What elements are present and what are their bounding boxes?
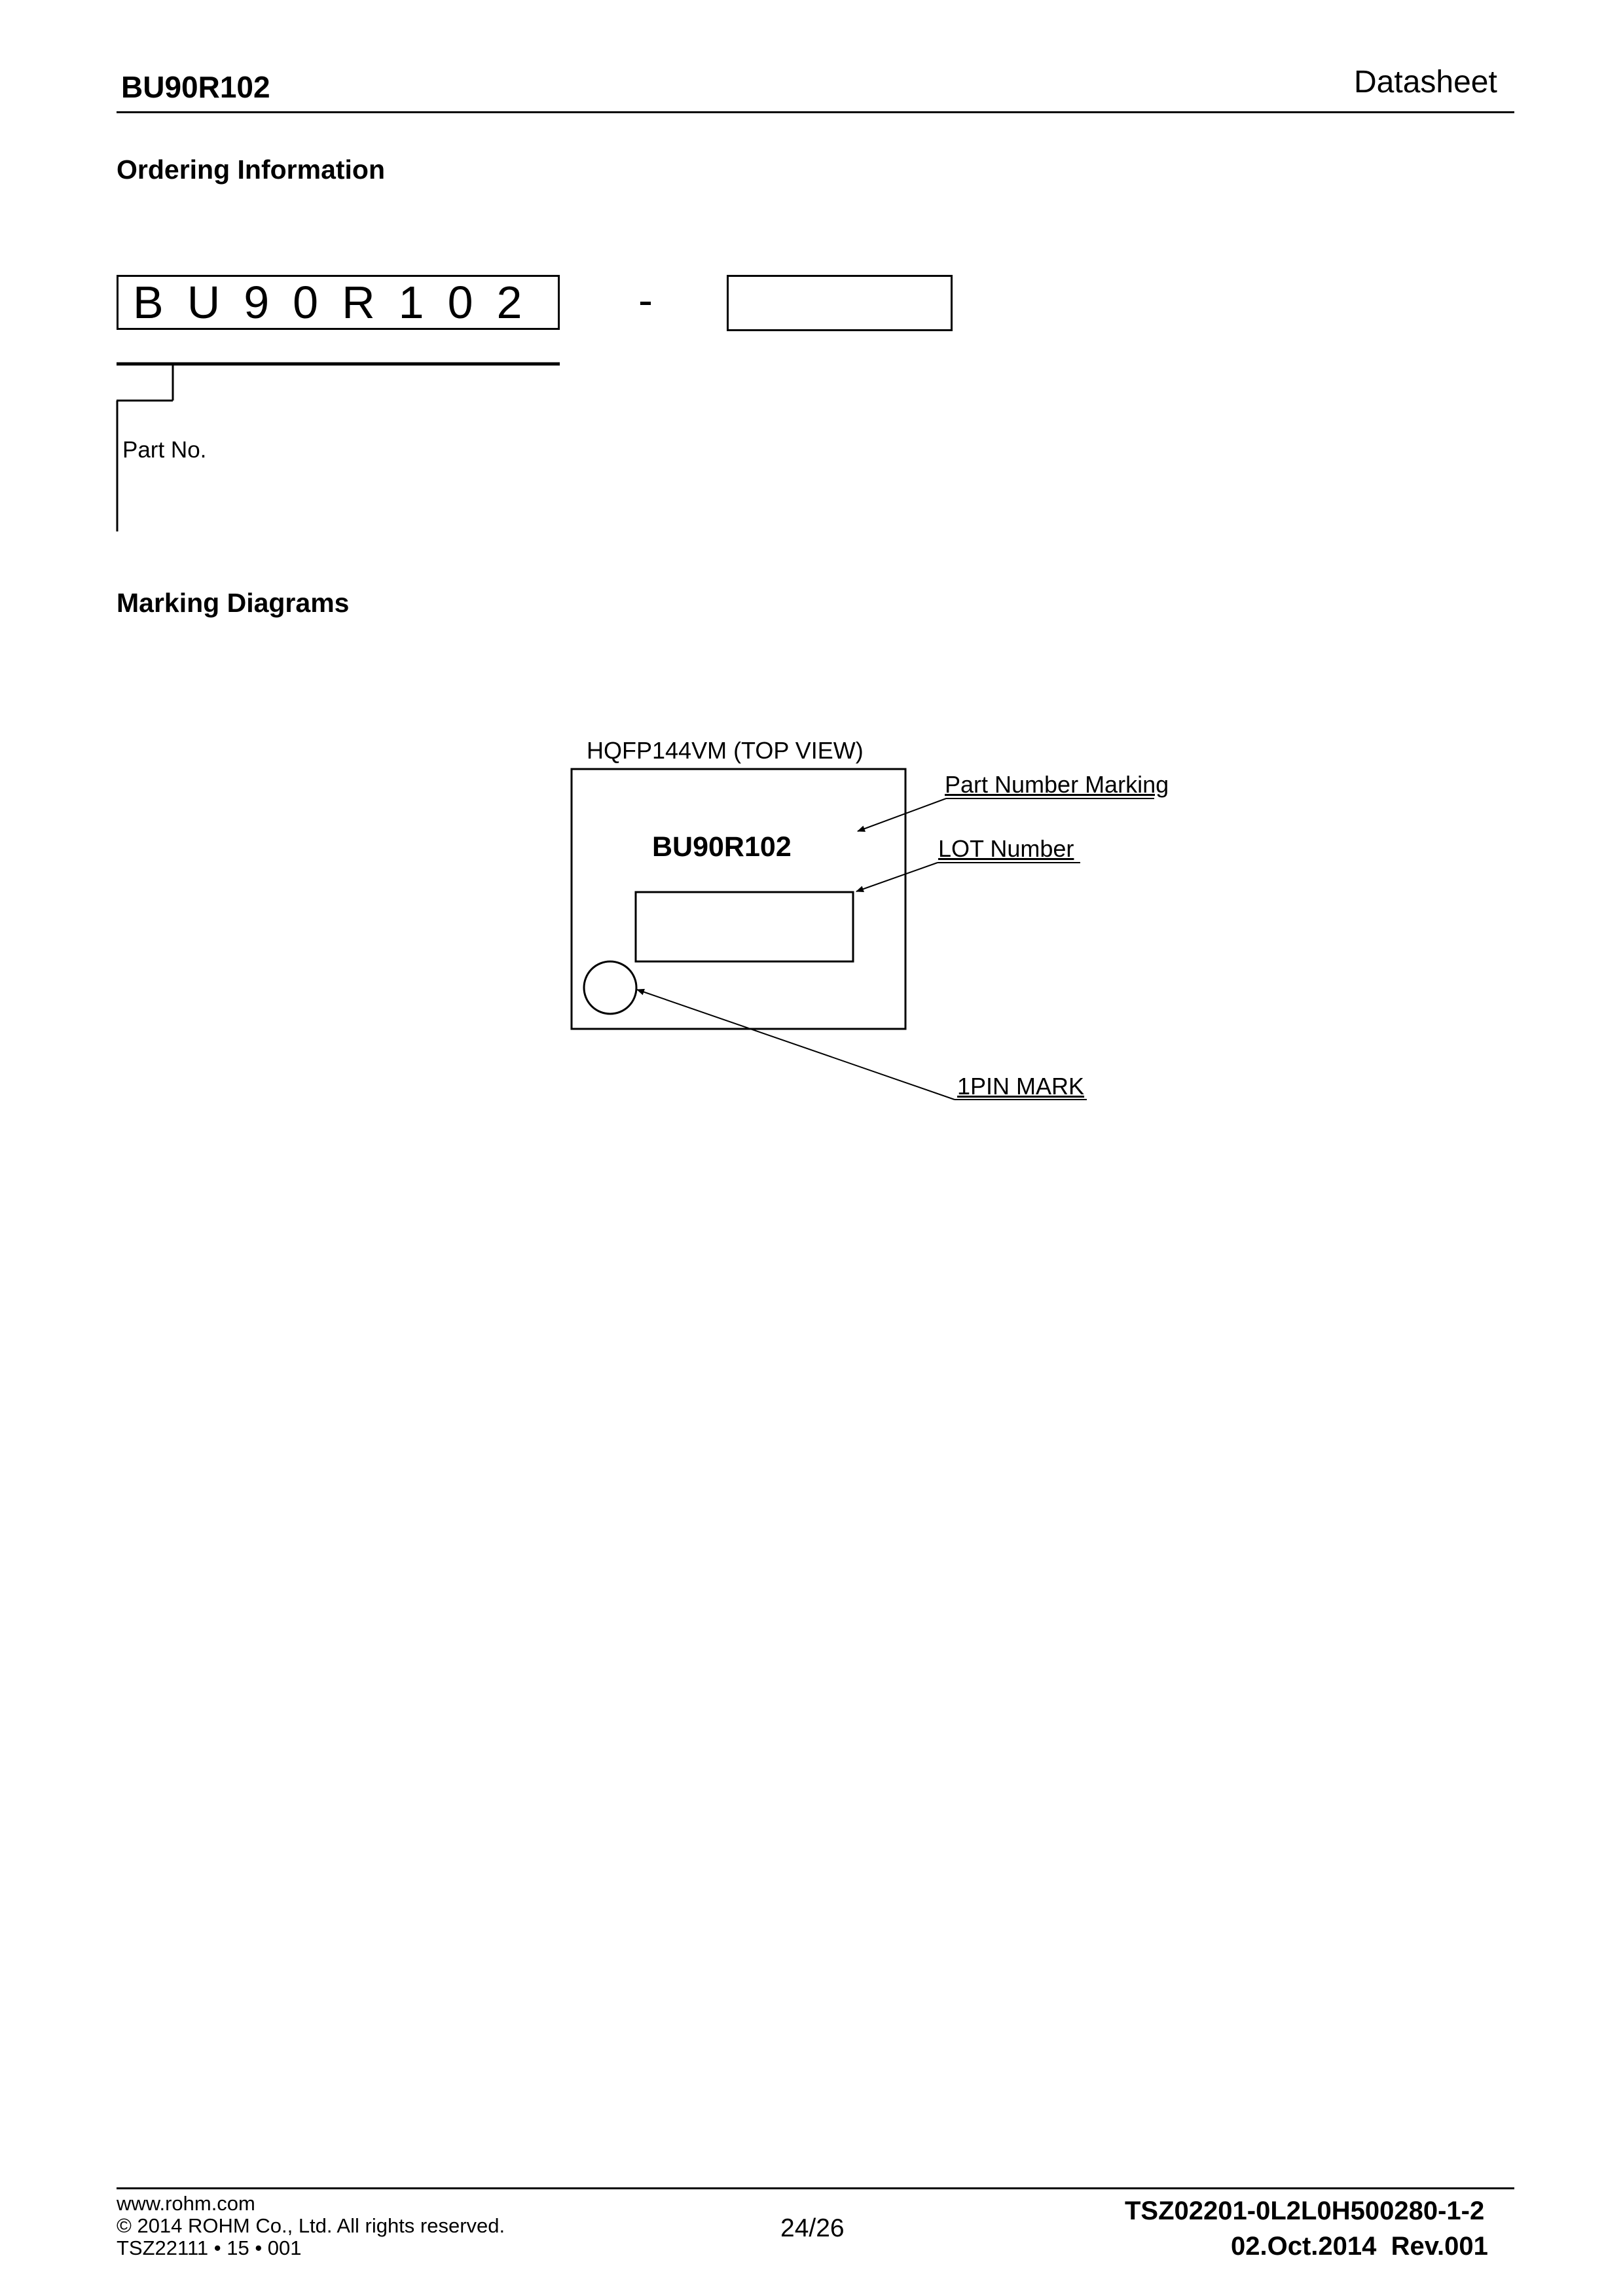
part-no-label: Part No. xyxy=(122,437,207,463)
part-code-box: BU90R102 xyxy=(117,275,560,330)
lot-number-arrow xyxy=(856,863,938,891)
footer-doc-number: TSZ02201-0L2L0H500280-1-2 xyxy=(1125,2197,1485,2225)
marking-diagram xyxy=(0,0,1244,1145)
package-title: HQFP144VM (TOP VIEW) xyxy=(587,737,864,764)
ordering-information-heading: Ordering Information xyxy=(117,154,385,185)
footer-rule xyxy=(117,2187,1514,2189)
footer-website: www.rohm.com xyxy=(117,2192,255,2215)
header-doc-type: Datasheet xyxy=(1354,65,1497,99)
chip-part-marking: BU90R102 xyxy=(652,831,792,863)
lot-number-callout: LOT Number xyxy=(938,835,1074,862)
package-outline xyxy=(572,769,905,1029)
part-number-arrow xyxy=(858,798,946,831)
part-number-marking-callout: Part Number Marking xyxy=(945,771,1169,798)
footer-page-number: 24/26 xyxy=(780,2214,845,2242)
header-part-number: BU90R102 xyxy=(121,70,270,104)
footer-copyright: © 2014 ROHM Co., Ltd. All rights reserved. xyxy=(117,2214,505,2237)
part-code-separator: - xyxy=(638,276,653,324)
footer-date-revision: 02.Oct.2014 Rev.001 xyxy=(1231,2232,1488,2261)
footer-form-code: TSZ22111 • 15 • 001 xyxy=(117,2236,302,2259)
marking-diagrams-heading: Marking Diagrams xyxy=(117,588,350,618)
pin-mark-arrow xyxy=(637,990,955,1100)
pin-mark-callout: 1PIN MARK xyxy=(957,1073,1085,1100)
pin1-mark-circle xyxy=(584,961,636,1014)
lot-number-box xyxy=(636,892,853,961)
